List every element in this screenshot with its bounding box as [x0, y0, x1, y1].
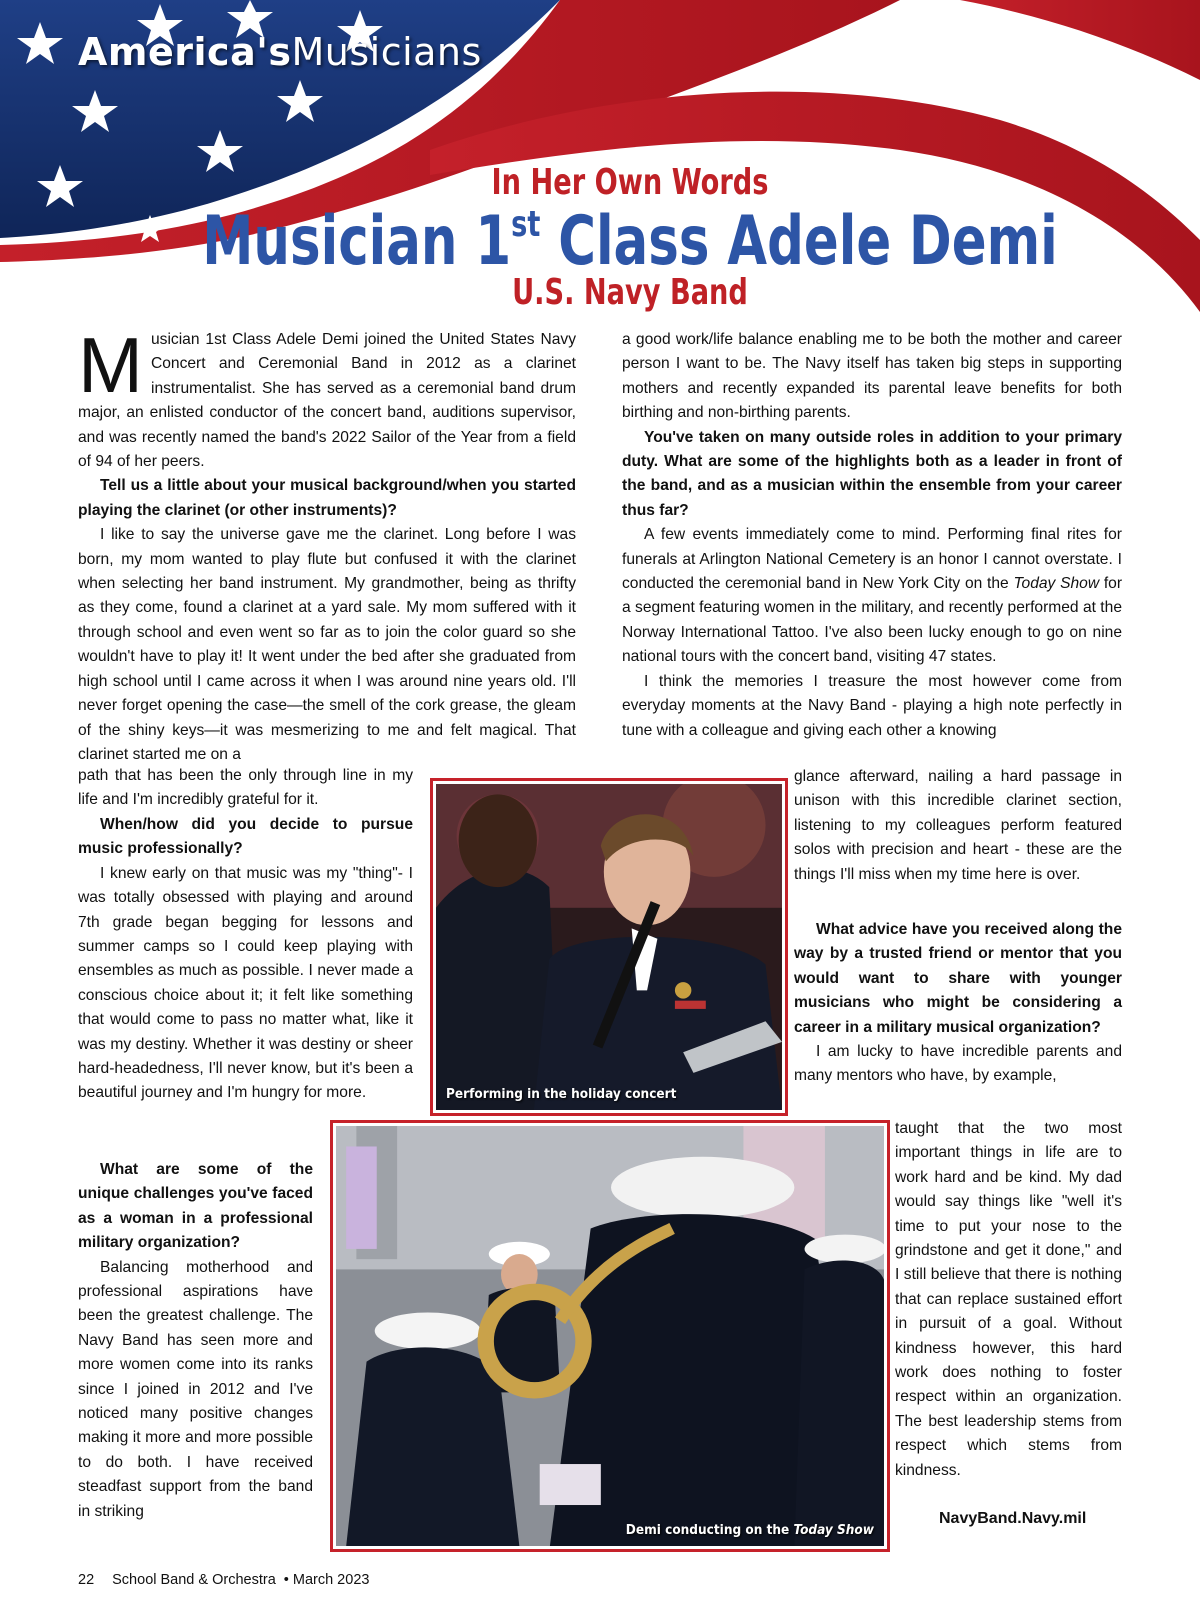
kicker: In Her Own Words: [491, 162, 769, 203]
question-1: Tell us a little about your musical background/when you started playing the clarinet (or other instruments)?: [78, 477, 576, 519]
website-link[interactable]: NavyBand.Navy.mil: [939, 1510, 1087, 1527]
answer-1: I like to say the universe gave me the clarinet. Long before I was born, my mom wanted to play flute but confused it with the clarinet when selecting her band instrument. My grandmother, being as thrifty as they come, found a clarinet at a yard sale. My mom suffered with it through school and even went so far as to join the color guard so she wouldn't have to play it! It went under the bed after she graduated from high school until I came across it when I was around nine years old. I'll never forget opening the case—the smell of the cork grease, the gleam of the shiny keys—it was mesmerizing to me and felt magical. That clarinet started me on a: [78, 526, 576, 763]
caption-today-show: Demi conducting on the Today Show: [625, 1522, 874, 1538]
article-column-right-top: [622, 328, 1122, 743]
answer-5: I am lucky to have incredible parents and many mentors who have, by example,: [794, 1043, 1122, 1085]
page-number: 22: [78, 1572, 95, 1588]
series-title: America'sMusicians: [78, 30, 482, 74]
caption-holiday-concert: Performing in the holiday concert: [446, 1086, 677, 1102]
intro-paragraph: Musician 1st Class Adele Demi joined the United States Navy Concert and Ceremonial Band in 2012 as a clarinet instrumentalist. She has served as a ceremonial band drum major, an enlisted conductor of the concert band, auditions supervisor, and was recently named the band's 2022 Sailor of the Year from a field of 94 of her peers.: [78, 321, 576, 471]
photo-holiday-concert: [430, 778, 788, 1116]
headline: Musician 1st Class Adele Demi: [202, 202, 1058, 281]
answer-3-continued: a good work/life balance enabling me to be both the mother and career person I want to be. The Navy itself has taken big steps in supporting mothers and recently expanded its parental leave benefits for both birthing and non-birthing parents.: [622, 331, 1122, 422]
question-2: When/how did you decide to pursue music professionally?: [78, 816, 413, 858]
page-footer: [78, 1572, 387, 1588]
article-column-left-top: [78, 321, 576, 767]
answer-1-continued: path that has been the only through line in my life and I'm incredibly grateful for it.: [78, 767, 413, 809]
photo-today-show: [330, 1120, 890, 1552]
question-3: What are some of the unique challenges you've faced as a woman in a professional military organization?: [78, 1161, 313, 1252]
subhead: U.S. Navy Band: [512, 272, 748, 313]
clarinet-player-image: [436, 784, 782, 1110]
article-column-left-mid: [78, 813, 413, 1106]
article-column-left-bottom: [78, 1158, 313, 1524]
answer-2: I knew early on that music was my "thing"- I was totally obsessed with playing and around 7th grade began begging for lessons and summer camps so I could keep playing with ensembles as much as possible. I never made a conscious choice about it; it felt like something that would come to pass no matter what, like it was my destiny. Whether it was destiny or sheer hard-headedness, I'll never know, but it's been a beautiful journey and I'm hungry for more.: [78, 864, 413, 1102]
issue-date: • March 2023: [283, 1572, 370, 1588]
answer-4b: I think the memories I treasure the most however come from everyday moments at the Navy Band - playing a high note perfectly in tune with a colleague and giving each other a knowing: [622, 672, 1122, 739]
answer-4: A few events immediately come to mind. Performing final rites for funerals at Arlington National Cemetery is an honor I cannot overstate. I conducted the ceremonial band in New York City on the Today Show for a segment featuring women in the military, and recently performed at the Norway International Tattoo. I've also been lucky enough to go on nine national tours with the concert band, visiting 47 states.: [622, 526, 1123, 666]
magazine-name: School Band & Orchestra: [112, 1572, 276, 1588]
question-5: What advice have you received along the way by a trusted friend or mentor that you would want to share with younger musicians who might be considering a career in a military musical organization?: [794, 921, 1122, 1036]
question-4: You've taken on many outside roles in addition to your primary duty. What are some of the highlights both as a leader in front of the band, and as a musician within the ensemble from your career thus far?: [622, 428, 1122, 519]
answer-4b-continued: glance afterward, nailing a hard passage in unison with this incredible clarinet section, listening to my colleagues perform featured solos with precision and heart - these are the things I'll miss when my time here is over.: [794, 768, 1122, 883]
answer-3: Balancing motherhood and professional aspirations have been the greatest challenge. The Navy Band has seen more and more women come into its ranks since I joined in 2012 and I've noticed many positive changes making it more and more possible to do both. I have received steadfast support from the band in striking: [78, 1258, 313, 1520]
band-conducting-image: [336, 1126, 884, 1546]
answer-5-continued: taught that the two most important things in life are to work hard and be kind. My dad would say things like "well it's time to put your nose to the grindstone and get it done," and I still believe that there is nothing that can replace sustained effort in pursuit of a goal. Without kindness however, this hard work does nothing to foster respect within an organization. The best leadership stems from respect which stems from kindness.: [895, 1120, 1122, 1479]
article-column-right-mid: [794, 918, 1122, 1089]
drop-cap: M: [78, 321, 143, 409]
